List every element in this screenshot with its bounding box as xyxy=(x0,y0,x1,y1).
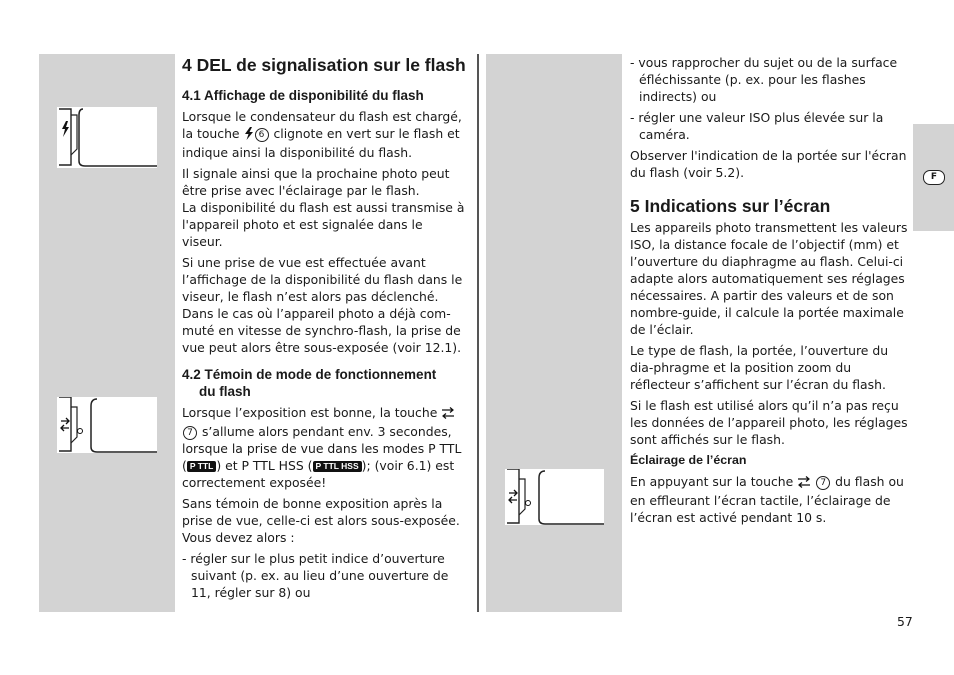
paragraph-4-1-3: La disponibilité du flash est aussi transmise à l'appareil photo et est signalée dans le viseur. xyxy=(182,200,465,249)
exposure-arrows-icon xyxy=(441,406,455,423)
list-item: - régler une valeur ISO plus élevée sur la caméra. xyxy=(630,110,884,142)
p-ttl-hss-badge: P TTL HSS xyxy=(313,461,362,472)
page-number: 57 xyxy=(897,614,913,629)
paragraph-4-2-1: Lorsque l’exposition est bonne, la touche 7 s’allume alors pendant env. 3 secondes, lorsque la prise de vue dans les modes P TTL ( P TTL ) et P TTL HSS ( P TTL HSS ); (voir 6.1) est correctement exposée! xyxy=(182,405,462,490)
left-text-column xyxy=(182,54,467,605)
language-tab xyxy=(913,124,954,231)
middle-gray-sidebar xyxy=(486,54,622,612)
exposure-arrows-icon xyxy=(797,475,811,492)
button-number-7: 7 xyxy=(816,476,830,490)
list-item: - régler sur le plus petit indice d’ouverture suivant (p. ex. au lieu d’une ouverture de 11, régler sur 8) ou xyxy=(182,551,449,600)
p-ttl-badge: P TTL xyxy=(187,461,216,472)
list-item: - vous rapprocher du sujet ou de la surface éfléchissante (p. ex. pour les flashes indirects) ou xyxy=(630,55,898,104)
paragraph-4-1-4: Si une prise de vue est effectuée avant l’affichage de la disponibilité du flash dans le viseur, le flash n’est alors pas déclenché. Dans le cas où l’appareil photo a déjà com-muté en vitesse de synchro-flash, la prise de vue peut alors être sous-exposée (voir 12.1). xyxy=(182,255,463,355)
button-number-6: 6 xyxy=(255,128,269,142)
section-heading-4-1: 4.1 Affichage de disponibilité du flash xyxy=(182,88,424,103)
paragraph-4-1-1: Lorsque le condensateur du flash est chargé, la touche 6 clignote en vert sur le flash et indique ainsi la disponibilité du flash. xyxy=(182,109,462,160)
chapter-title-5: 5 Indications sur l’écran xyxy=(630,196,831,216)
language-badge: F xyxy=(923,170,945,185)
paragraph-5-1: Les appareils photo transmettent les valeurs ISO, la distance focale de l’objectif (mm) et l’ouverture du diaphragme au flash. Celui-ci adapte alors automatiquement ses réglages nécessaires. A partir des valeurs et de son nombre-guide, il calcule la portée maximale de l’éclair. xyxy=(630,220,908,337)
paragraph-5-3: Si le flash est utilisé alors qu’il n’a pas reçu les données de l’appareil photo, les réglages sont affichés sur le flash. xyxy=(630,398,908,447)
section-heading-4-2: 4.2 Témoin de mode de fonctionnement du flash xyxy=(182,367,437,399)
paragraph-4-2-2: Sans témoin de bonne exposition après la prise de vue, celle-ci est alors sous-exposée. Vous devez alors : xyxy=(182,496,460,545)
paragraph-4-1-2: Il signale ainsi que la prochaine photo peut être prise avec l'éclairage par le flash. xyxy=(182,166,450,198)
screen-illumination-diagram-icon xyxy=(505,469,604,525)
paragraph-5-4: En appuyant sur la touche 7 du flash ou en effleurant l’écran tactile, l’éclairage de l’écran est activé pendant 10 s. xyxy=(630,474,904,525)
exposure-indicator-diagram-icon xyxy=(57,397,157,453)
flash-bolt-icon xyxy=(244,127,254,144)
subheading-screen-illumination: Éclairage de l’écran xyxy=(630,453,747,467)
flash-ready-diagram-icon xyxy=(57,107,157,168)
paragraph-observe: Observer l'indication de la portée sur l'écran du flash (voir 5.2). xyxy=(630,148,907,180)
paragraph-5-2: Le type de flash, la portée, l’ouverture du dia-phragme et la position zoom du réflecteur s’affichent sur l’écran du flash. xyxy=(630,343,889,392)
chapter-title-4: 4 DEL de signalisation sur le flash xyxy=(182,55,466,75)
column-separator xyxy=(477,54,479,612)
button-number-7: 7 xyxy=(183,426,197,440)
right-text-column xyxy=(630,54,915,530)
